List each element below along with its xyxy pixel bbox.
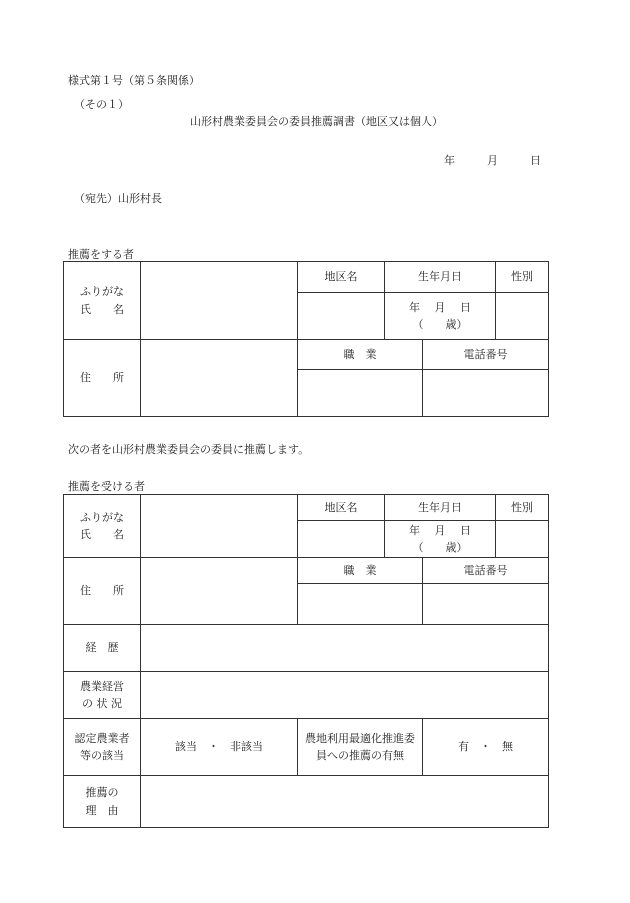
- recommender-phone-field[interactable]: [423, 370, 549, 417]
- birthdate-header: 生年月日: [385, 262, 496, 293]
- birthdate-ymd: 年 月 日: [409, 523, 471, 537]
- nominee-occupation-field[interactable]: [298, 584, 423, 625]
- nominee-gender-field[interactable]: [496, 521, 549, 558]
- nominee-address-field[interactable]: [141, 558, 298, 625]
- nominee-name-label: [64, 495, 141, 558]
- recommender-section-title: 推薦をする者: [68, 248, 134, 261]
- birthdate-age: （ 歳）: [412, 318, 468, 331]
- recommender-occupation-field[interactable]: [298, 370, 423, 417]
- recommender-address-field[interactable]: [141, 340, 298, 417]
- birthdate-age: （ 歳）: [412, 541, 468, 554]
- form-part: （その１）: [74, 98, 129, 111]
- farm-status-label: [64, 672, 141, 719]
- promotion-member-label-line2: 員への推薦の有無: [316, 749, 404, 762]
- occupation-header: 職 業: [298, 340, 423, 370]
- career-field[interactable]: [141, 625, 549, 672]
- reason-label: [64, 776, 141, 828]
- reason-label-line1: 推薦の: [85, 786, 119, 800]
- reason-label-line2: 理 由: [85, 803, 119, 817]
- promotion-member-options[interactable]: 有 ・ 無: [423, 719, 549, 776]
- form-number: 様式第１号（第５条関係）: [68, 74, 200, 87]
- farm-status-field[interactable]: [141, 672, 549, 719]
- address-label: 住 所: [64, 558, 141, 625]
- certified-farmer-label-line2: 等の該当: [80, 749, 124, 762]
- recommender-name-field[interactable]: [141, 262, 298, 340]
- gender-header: 性別: [496, 262, 549, 293]
- name-label: 氏 名: [80, 302, 124, 316]
- recommender-district-field[interactable]: [298, 293, 385, 340]
- certified-farmer-label: [64, 719, 141, 776]
- recommender-table: [63, 261, 549, 417]
- date-day: 日: [530, 154, 541, 167]
- phone-header: 電話番号: [423, 558, 549, 584]
- birthdate-header: 生年月日: [385, 495, 496, 521]
- farm-status-label-line2: の 状 況: [82, 697, 122, 710]
- addressee: （宛先）山形村長: [74, 192, 162, 205]
- birthdate-ymd: 年 月 日: [409, 300, 471, 314]
- phone-header: 電話番号: [423, 340, 549, 370]
- certified-farmer-options[interactable]: 該当 ・ 非該当: [141, 719, 298, 776]
- recommender-birthdate-field[interactable]: [385, 293, 496, 340]
- nominee-phone-field[interactable]: [423, 584, 549, 625]
- date-year: 年: [444, 154, 455, 167]
- reason-field[interactable]: [141, 776, 549, 828]
- career-label: 経 歴: [64, 625, 141, 672]
- date-month: 月: [487, 154, 498, 167]
- furigana-label: ふりがな: [80, 285, 124, 299]
- furigana-label: ふりがな: [80, 510, 124, 524]
- occupation-header: 職 業: [298, 558, 423, 584]
- nominee-name-field[interactable]: [141, 495, 298, 558]
- district-header: 地区名: [298, 262, 385, 293]
- farm-status-label-line1: 農業経営: [80, 679, 124, 693]
- address-label: 住 所: [64, 340, 141, 417]
- promotion-member-label: [298, 719, 423, 776]
- nominee-section-title: 推薦を受ける者: [68, 480, 145, 493]
- document-title: 山形村農業委員会の委員推薦調書（地区又は個人）: [190, 115, 443, 128]
- promotion-member-label-line1: 農地利用最適化推進委: [305, 731, 415, 745]
- name-label: 氏 名: [80, 528, 124, 541]
- nominee-birthdate-field[interactable]: [385, 521, 496, 558]
- gender-header: 性別: [496, 495, 549, 521]
- recommender-gender-field[interactable]: [496, 293, 549, 340]
- nominee-table: [63, 494, 549, 828]
- recommender-name-label: [64, 262, 141, 340]
- certified-farmer-label-line1: 認定農業者: [74, 731, 130, 745]
- nominee-district-field[interactable]: [298, 521, 385, 558]
- recommendation-statement: 次の者を山形村農業委員会の委員に推薦します。: [68, 443, 310, 456]
- district-header: 地区名: [298, 495, 385, 521]
